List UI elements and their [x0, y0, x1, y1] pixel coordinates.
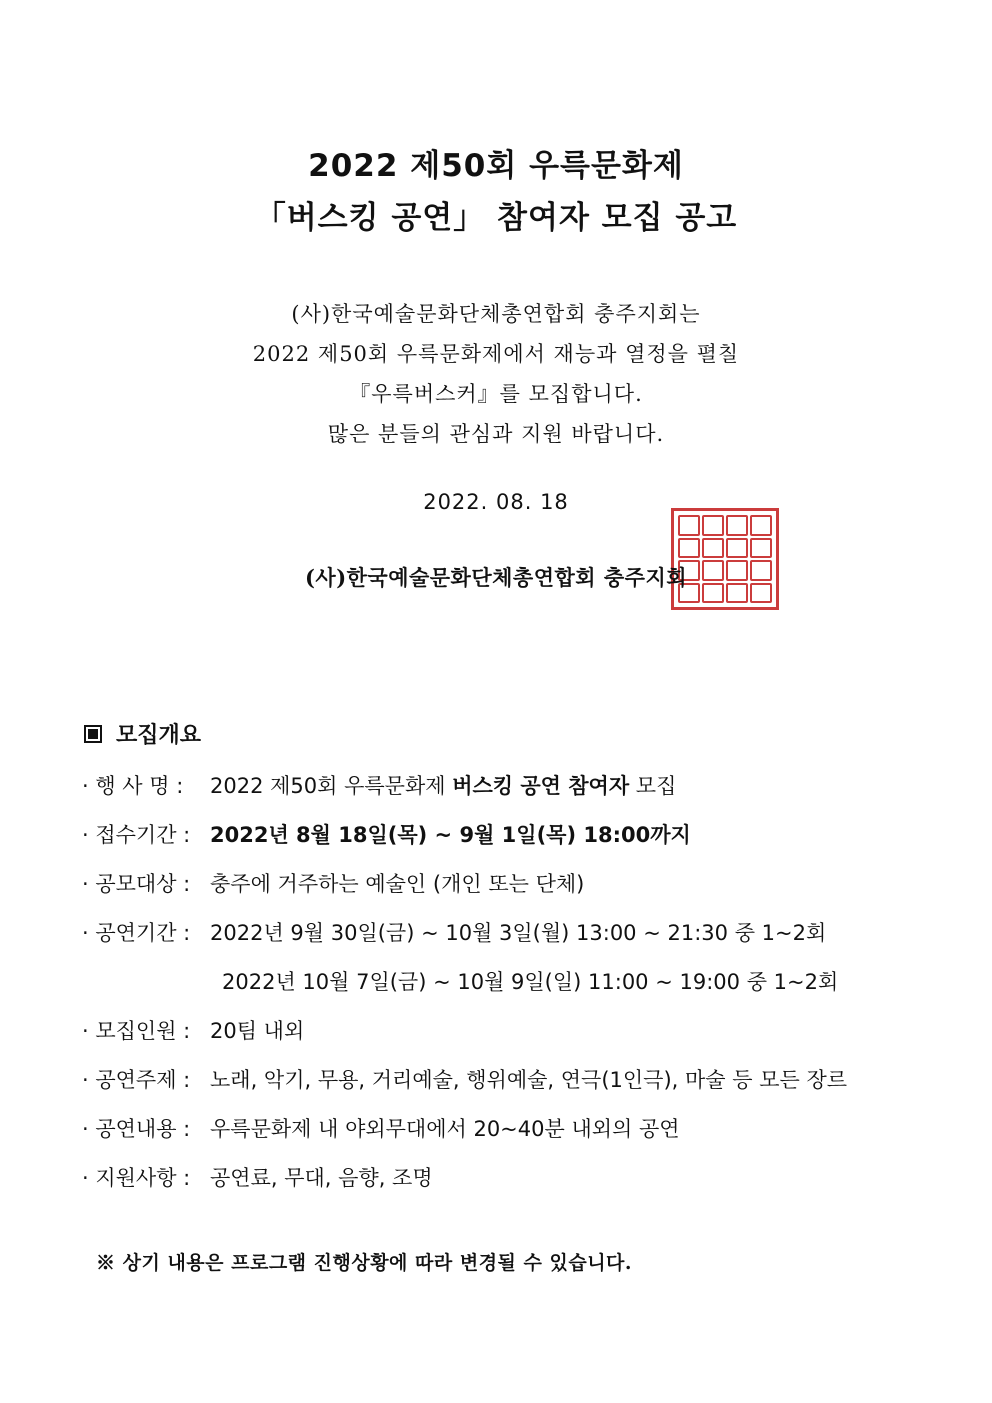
- intro-line-2: 2022 제50회 우륵문화제에서 재능과 열정을 펼칠: [252, 342, 740, 366]
- detail-label: · 공연기간 :: [82, 921, 191, 945]
- detail-value-tail: 모집: [629, 774, 677, 798]
- detail-value: 2022년 9월 30일(금) ~ 10월 3일(월) 13:00 ~ 21:30 중 1~2회: [210, 921, 827, 945]
- detail-value: 충주에 거주하는 예술인 (개인 또는 단체): [210, 872, 585, 896]
- square-box-icon: [84, 725, 102, 743]
- intro-line-4: 많은 분들의 관심과 지원 바랍니다.: [327, 422, 665, 446]
- section-heading-text: 모집개요: [116, 723, 202, 748]
- detail-value: 2022년 10월 7일(금) ~ 10월 9일(일) 11:00 ~ 19:00 중 1~2회: [222, 970, 839, 994]
- detail-value: 2022 제50회 우륵문화제: [210, 774, 453, 798]
- detail-label: · 지원사항 :: [82, 1166, 191, 1190]
- organization-name: (사)한국예술문화단체총연합회 충주지회: [304, 565, 688, 590]
- detail-label: · 모집인원 :: [82, 1019, 191, 1043]
- detail-content: [82, 1113, 680, 1143]
- detail-value: 노래, 악기, 무용, 거리예술, 행위예술, 연극(1인극), 마술 등 모든 장르: [210, 1068, 848, 1092]
- section-heading: [84, 718, 201, 749]
- detail-value: 공연료, 무대, 음향, 조명: [210, 1166, 433, 1190]
- detail-label: · 공모대상 :: [82, 872, 191, 896]
- detail-label: · 공연내용 :: [82, 1117, 191, 1141]
- detail-performance-period: [82, 917, 826, 947]
- detail-theme: [82, 1064, 847, 1094]
- detail-target: [82, 868, 584, 898]
- detail-value: 20팀 내외: [210, 1019, 305, 1043]
- detail-value: 2022년 8월 18일(목) ~ 9월 1일(목) 18:00까지: [210, 823, 691, 847]
- detail-reception-period: [82, 819, 691, 849]
- detail-event-name: [82, 770, 676, 800]
- intro-line-3: 『우륵버스커』를 모집합니다.: [349, 382, 643, 406]
- detail-label: · 접수기간 :: [82, 823, 191, 847]
- detail-support: [82, 1162, 433, 1192]
- title-line-2: 「버스킹 공연」 참여자 모집 공고: [254, 200, 738, 236]
- notice-footnote: ※ 상기 내용은 프로그램 진행상황에 따라 변경될 수 있습니다.: [96, 1252, 633, 1274]
- detail-performance-period-2: [222, 966, 838, 996]
- detail-value: 우륵문화제 내 야외무대에서 20~40분 내외의 공연: [210, 1117, 680, 1141]
- intro-line-1: (사)한국예술문화단체총연합회 충주지회는: [291, 302, 701, 326]
- detail-label: · 공연주제 :: [82, 1068, 191, 1092]
- official-seal-stamp: [671, 508, 779, 610]
- title-line-1: 2022 제50회 우륵문화제: [308, 148, 684, 184]
- detail-recruits: [82, 1015, 304, 1045]
- detail-label: · 행 사 명 :: [82, 774, 184, 798]
- notice-date: 2022. 08. 18: [423, 490, 569, 514]
- detail-value-bold: 버스킹 공연 참여자: [452, 774, 630, 798]
